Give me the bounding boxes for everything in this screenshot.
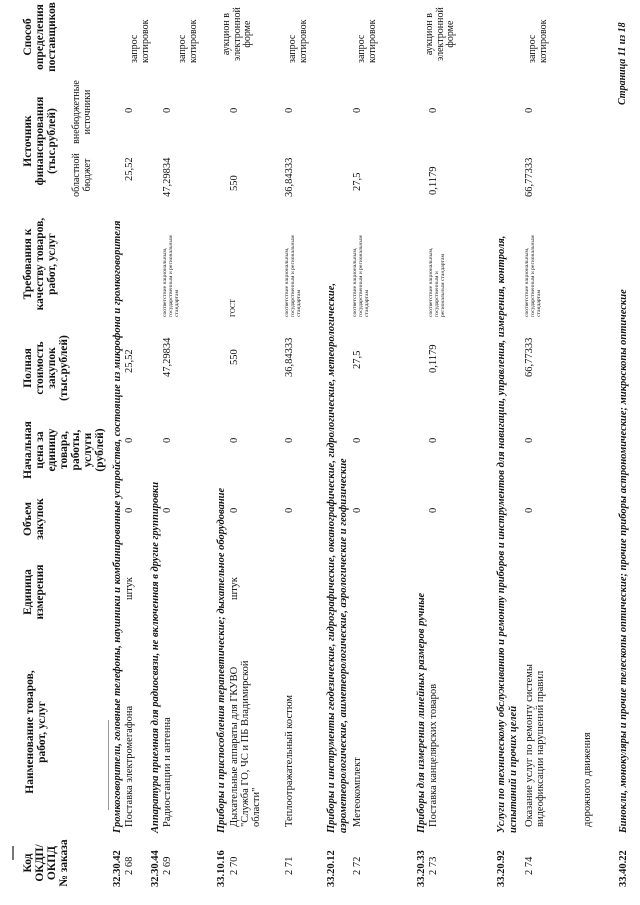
- row-budget: 27,5: [352, 172, 363, 191]
- row-unit: штук: [124, 577, 135, 600]
- group-code: 33.20.33: [416, 850, 427, 887]
- row-requirements: соответствие национальным, государственным и региональным стандартам: [428, 247, 446, 317]
- group-code: 32.30.44: [150, 850, 161, 887]
- row-method: запрос котировок: [129, 19, 151, 63]
- row-code: 2 68: [124, 856, 135, 875]
- row-total: 66,77333: [524, 337, 535, 377]
- group-title: Аппаратура приемная для радиосвязи, не включенная в другие группировки: [150, 481, 161, 833]
- row-price: 0: [229, 437, 240, 443]
- row-requirements: соответствие национальным, государственным и региональным стандартам: [162, 235, 180, 317]
- row-price: 0: [428, 437, 439, 443]
- row-method: запрос котировок: [527, 19, 549, 63]
- group-code: 32.30.42: [112, 850, 123, 887]
- row-total: 36,84333: [284, 337, 295, 377]
- row-volume: 0: [162, 507, 173, 513]
- row-extra: 0: [124, 107, 135, 113]
- group-title: Услуги по техническому обслуживанию и ремонту приборов и инструментов для навигации, управления, измерения, контроля,: [496, 235, 507, 833]
- row-extra: 0: [524, 107, 535, 113]
- row-extra: 0: [352, 107, 363, 113]
- row-code: 2 72: [352, 856, 363, 875]
- group-code: 33.20.92: [496, 850, 507, 887]
- row-requirements: соответствие национальным, государственным и региональным стандартам: [352, 235, 370, 317]
- row-method: запрос котировок: [356, 19, 378, 63]
- row-extra: 0: [229, 107, 240, 113]
- row-name: Метеокомплект: [352, 757, 363, 827]
- row-requirements: соответствие национальным, государственным и региональным стандартам: [284, 235, 302, 317]
- row-volume: 0: [524, 507, 535, 513]
- group-title: Громкоговорители, головные телефоны, наушники и комбинированные устройства, состоящие из микрофона и громкоговорителя: [112, 220, 123, 833]
- row-extra: 0: [428, 107, 439, 113]
- row-budget: 66,77333: [524, 157, 535, 197]
- row-code: 2 73: [428, 856, 439, 875]
- row-price: 0: [524, 437, 535, 443]
- row-budget: 47,29834: [162, 157, 173, 197]
- row-extra: 0: [284, 107, 295, 113]
- scan-mark: [12, 846, 14, 860]
- row-volume: 0: [352, 507, 363, 513]
- row-requirements: соответствие национальным, государственным и региональным стандартам: [524, 235, 542, 317]
- header-requirements: Требования к качеству товаров, работ, услуг: [22, 217, 59, 311]
- row-extra: 0: [162, 107, 173, 113]
- row-name: Поставка электромегафона: [124, 705, 135, 827]
- page-footer: Страница 11 из 18: [617, 22, 628, 105]
- row-name: Радиостанции и антенна: [162, 717, 173, 827]
- row-name-cont: дорожного движения: [582, 732, 593, 827]
- group-title: Приборы для измерения линейных размеров ручные: [416, 592, 427, 833]
- group-title: Бинокли, монокуляры и прочие телескопы оптические; прочие приборы астрономические; микроскопы оптические: [618, 289, 629, 833]
- row-code: 2 71: [284, 856, 295, 875]
- header-name: Наименование товаров, работ, услуг: [24, 670, 49, 794]
- row-total: 0,1179: [428, 344, 439, 373]
- header-total: Полная стоимость закупок (тыс.рублей): [22, 335, 71, 401]
- row-price: 0: [162, 437, 173, 443]
- row-name: Оказание услуг по ремонту системы видеофиксации нарушений правил: [524, 664, 547, 827]
- group-code: 33.20.12: [326, 850, 337, 887]
- group-title-cont: аэрометеорологические, ашметеорологические, аэрологические и геофизические: [338, 458, 349, 833]
- header-financing: Источник финансирования (тыс.рублей): [22, 96, 59, 186]
- header-code: Код ОКДП/ ОКПД № заказа: [22, 839, 71, 887]
- header-method: Способ определения поставщиков: [22, 2, 59, 72]
- header-fin-budget: областной бюджет: [71, 153, 93, 197]
- row-budget: 0,1179: [428, 166, 439, 195]
- group-title-cont: испытаний и прочих целей: [508, 705, 519, 833]
- row-total: 27,5: [352, 350, 363, 369]
- row-total: 550: [229, 349, 240, 365]
- row-method: запрос котировок: [287, 19, 309, 63]
- group-code: 33.10.16: [216, 850, 227, 887]
- row-volume: 0: [428, 507, 439, 513]
- row-price: 0: [124, 437, 135, 443]
- row-requirements: ГОСТ: [229, 299, 237, 317]
- row-budget: 36,84333: [284, 157, 295, 197]
- row-total: 25,52: [124, 349, 135, 373]
- scan-mark: [108, 720, 109, 810]
- row-method: аукцион в электронной форме: [424, 7, 456, 61]
- row-code: 2 74: [524, 856, 535, 875]
- row-price: 0: [352, 437, 363, 443]
- header-price: Начальная цена за единицу товара, работы, услуги (рублей): [22, 421, 107, 479]
- row-volume: 0: [229, 507, 240, 513]
- row-price: 0: [284, 437, 295, 443]
- header-fin-extra: внебюджетные источники: [71, 80, 93, 144]
- row-code: 2 70: [229, 856, 240, 875]
- row-budget: 550: [229, 175, 240, 191]
- row-method: аукцион в электронной форме: [221, 7, 253, 61]
- group-code: 33.40.22: [618, 850, 629, 887]
- row-budget: 25,52: [124, 157, 135, 181]
- row-unit: штук: [229, 577, 240, 600]
- group-title: Приборы и инструменты геодезические, гидрографические, океанографические, гидрологические, метеорологические,: [326, 282, 337, 833]
- row-name: Теплоотражательный костюм: [284, 694, 295, 827]
- row-code: 2 69: [162, 856, 173, 875]
- row-volume: 0: [124, 507, 135, 513]
- header-volume: Объем закупок: [22, 498, 47, 540]
- row-volume: 0: [284, 507, 295, 513]
- row-name: Дыхательные аппараты для ГКУВО "Служба ГО, ЧС и ПБ Владимирской области": [229, 660, 263, 827]
- row-name: Поставка канцелярских товаров: [428, 683, 439, 827]
- group-title: Приборы и приспособления терапевтические; дыхательное оборудование: [216, 487, 227, 833]
- header-unit: Единица измерения: [22, 564, 47, 620]
- row-method: запрос котировок: [177, 19, 199, 63]
- row-total: 47,29834: [162, 337, 173, 377]
